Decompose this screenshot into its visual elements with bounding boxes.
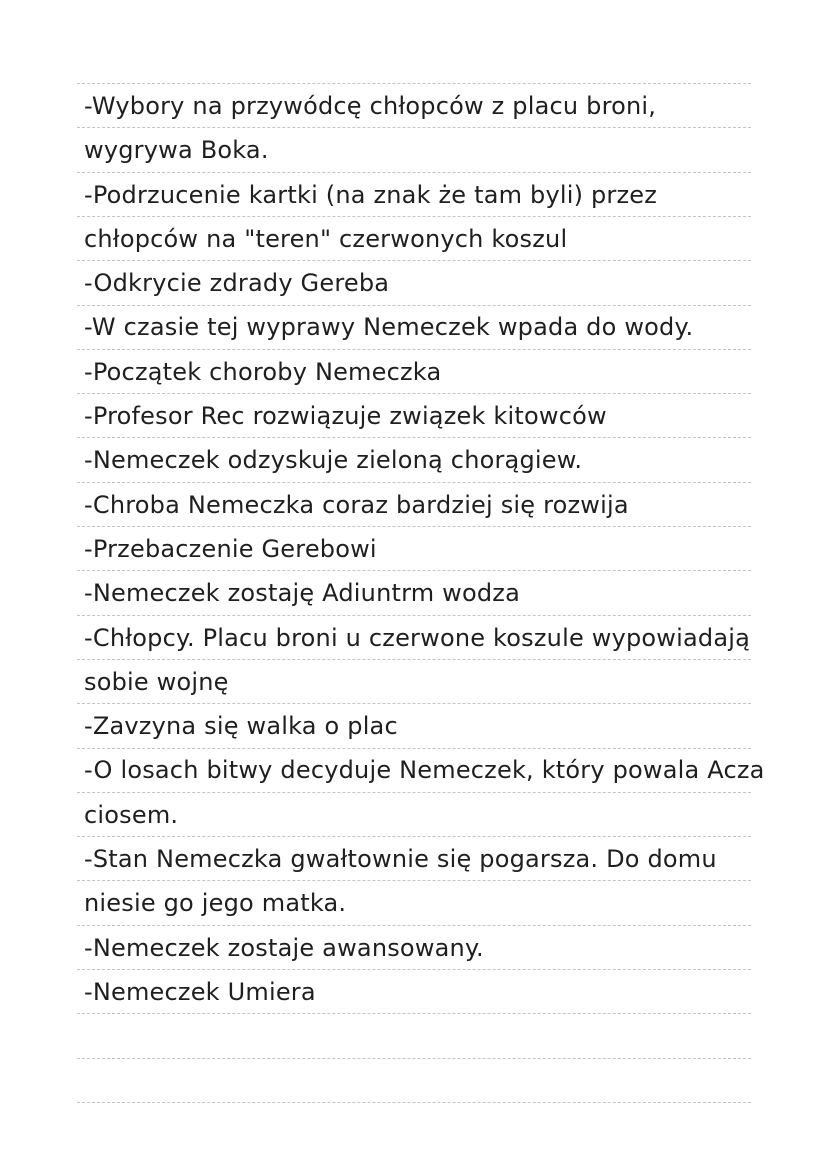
note-line: -Nemeczek odzyskuje zieloną chorągiew. [84,446,583,475]
note-line: -Wybory na przywódcę chłopców z placu broni, [84,92,657,120]
note-line: -W czasie tej wyprawy Nemeczek wpada do wody. [84,313,694,342]
notes-list [84,84,804,1014]
note-line: -Profesor Rec rozwiązuje związek kitowców [84,402,607,431]
note-line: -Nemeczek zostaję Adiuntrm wodza [84,579,521,608]
note-line: -Podrzucenie kartki (na znak że tam byli) przez [84,180,658,209]
note-line: -Przebaczenie Gerebowi [84,534,377,563]
ruled-line [77,1102,751,1103]
note-line: -O losach bitwy decyduje Nemeczek, który powala Acza [84,756,765,785]
note-line: -Nemeczek zostaje awansowany. [84,933,484,962]
note-line: wygrywa Boka. [84,136,269,165]
note-line: -Nemeczek Umiera [84,977,316,1006]
note-line: -Zavzyna się walka o plac [84,712,398,741]
note-line: -Chroba Nemeczka coraz bardziej się rozwija [84,490,629,519]
ruled-line [77,1058,751,1059]
note-line: sobie wojnę [84,667,229,696]
note-line: -Chłopcy. Placu broni u czerwone koszule wypowiadają [84,623,751,652]
note-line: -Stan Nemeczka gwałtownie się pogarsza. Do domu [84,845,717,874]
note-line: niesie go jego matka. [84,889,347,918]
note-line: ciosem. [84,800,179,829]
note-line: -Odkrycie zdrady Gereba [84,269,390,298]
note-line: -Początek choroby Nemeczka [84,357,442,386]
note-line: chłopców na "teren" czerwonych koszul [84,224,568,253]
